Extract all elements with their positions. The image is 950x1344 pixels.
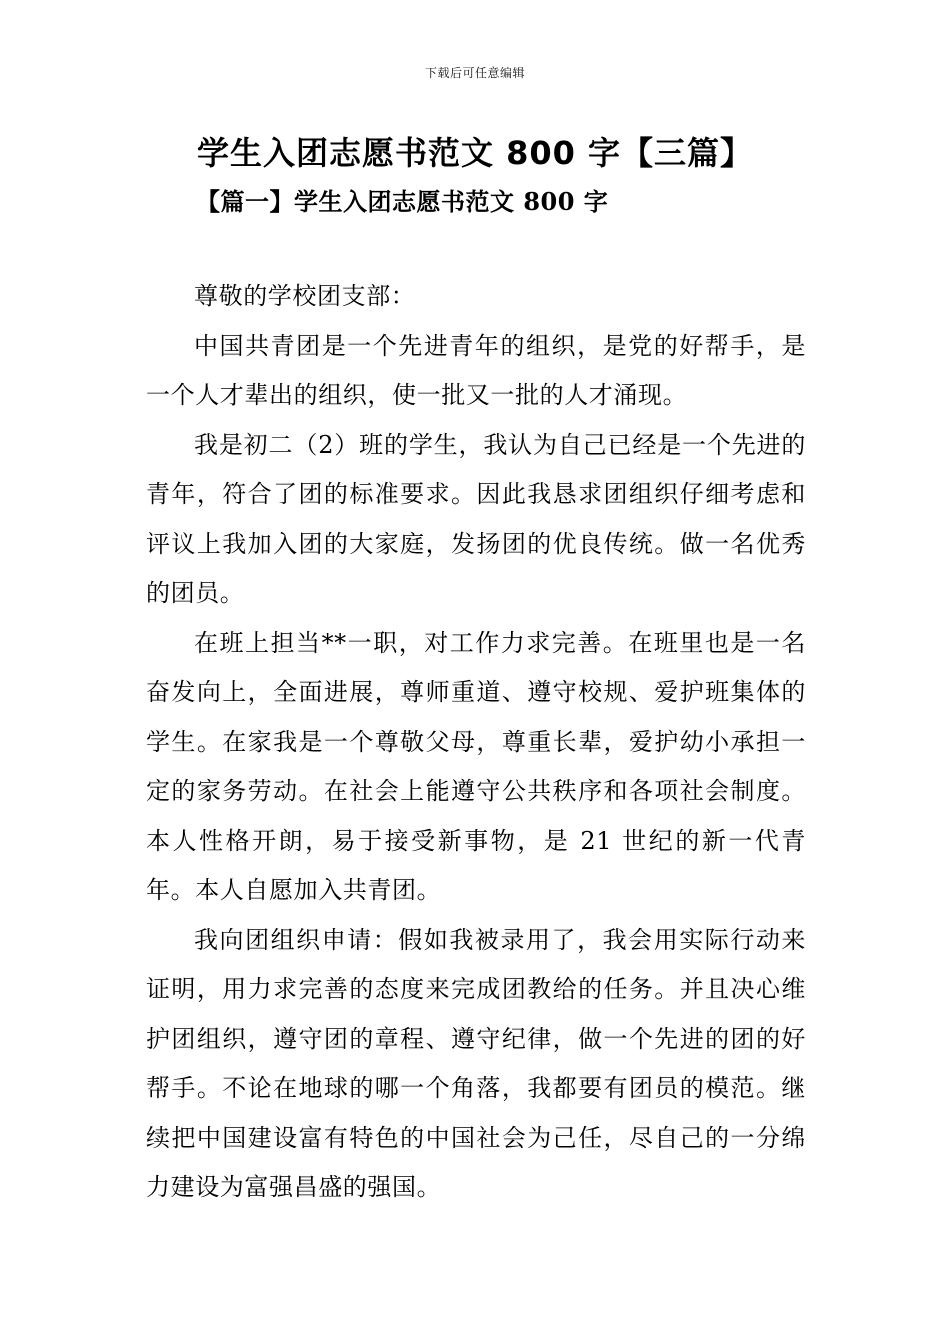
salutation: 尊敬的学校团支部： xyxy=(194,282,416,310)
header-note: 下载后可任意编辑 xyxy=(424,66,525,80)
paragraph: 我向团组织申请：假如我被录用了，我会用实际行动来证明，用力求完善的态度来完成团教给的任务。并且决心维护团组织，遵守团的章程、遵守纪律，做一个先进的团的好帮手。不论在地球的哪一个角落，我都要有团员的模范。继续把中国建设富有特色的中国社会为己任，尽自己的一分绵力建设为富强昌盛的强国。 xyxy=(146,925,806,1201)
document-body xyxy=(146,272,806,1213)
paragraph: 中国共青团是一个先进青年的组织，是党的好帮手，是一个人才辈出的组织，使一批又一批的人才涌现。 xyxy=(146,331,806,409)
document-title: 学生入团志愿书范文 800 字【三篇】 xyxy=(196,134,754,172)
section-heading: 【篇一】学生入团志愿书范文 800 字 xyxy=(196,187,609,216)
paragraph: 在班上担当**一职，对工作力求完善。在班里也是一名奋发向上，全面进展，尊师重道、遵守校规、爱护班集体的学生。在家我是一个尊敬父母，尊重长辈，爱护幼小承担一定的家务劳动。在社会上能遵守公共秩序和各项社会制度。本人性格开朗，易于接受新事物，是 21 世纪的新一代青年。本人自愿加入共青团。 xyxy=(146,628,806,904)
paragraph: 我是初二（2）班的学生，我认为自己已经是一个先进的青年，符合了团的标准要求。因此我恳求团组织仔细考虑和评议上我加入团的大家庭，发扬团的优良传统。做一名优秀的团员。 xyxy=(146,430,806,607)
